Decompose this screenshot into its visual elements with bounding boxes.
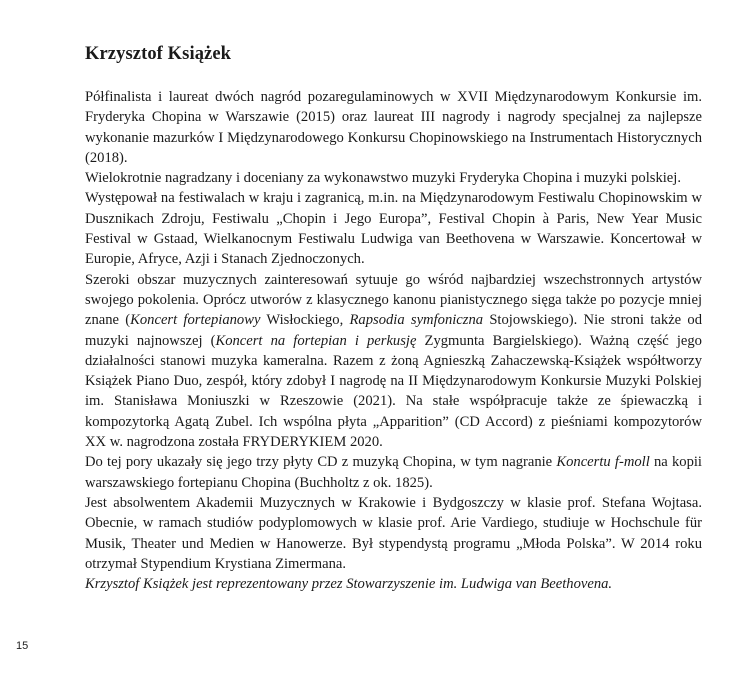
bio-paragraph: Występował na festiwalach w kraju i zagranicą, m.in. na Międzynarodowym Festiwalu Chopinowskim w Dusznikach Zdroju, Festiwalu „Chopin i Jego Europa”, Festival Chopin à Paris, New Year Music Festival w Gstaad, Wielkanocnym Festiwalu Ludwiga van Beethovena w Warszawie. Koncertował w Europie, Afryce, Azji i Stanach Zjednoczonych. bbox=[85, 190, 702, 268]
bio-paragraph: Do tej pory ukazały się jego trzy płyty CD z muzyką Chopina, w tym nagranie Koncertu f-moll na kopii warszawskiego fortepianu Chopina (Buchholtz z ok. 1825). bbox=[85, 454, 702, 491]
italic-title: Koncert fortepianowy bbox=[130, 312, 261, 329]
page-number: 15 bbox=[16, 640, 29, 652]
representation-note: Krzysztof Książek jest reprezentowany przez Stowarzyszenie im. Ludwiga van Beethovena. bbox=[85, 576, 613, 593]
italic-title: Koncertu f-moll bbox=[556, 454, 650, 471]
bio-paragraph: Szeroki obszar muzycznych zainteresowań sytuuje go wśród najbardziej wszechstronnych artystów swojego pokolenia. Oprócz utworów z klasycznego kanonu pianistycznego sięga także po pozycje mniej znane (Koncert fortepianowy Wisłockiego, Rapsodia symfoniczna Stojowskiego). Nie stroni także od muzyki najnowszej (Koncert na fortepian i perkusję Zygmunta Bargielskiego). Ważną część jego działalności stanowi muzyka kameralna. Razem z żoną Agnieszką Zahaczewską-Książek współtworzy Książek Piano Duo, zespół, który zdobył I nagrodę na II Międzynarodowym Konkursie Muzyki Polskiej im. Stanisława Moniuszki w Rzeszowie (2021). Na stałe współpracuje także ze śpiewaczką i kompozytorką Agatą Zubel. Ich wspólna płyta „Apparition” (CD Accord) z pieśniami kompozytorów XX w. nagrodzona została FRYDERYKIEM 2020. bbox=[85, 271, 702, 451]
bio-paragraph: Wielokrotnie nagradzany i doceniany za wykonawstwo muzyki Fryderyka Chopina i muzyki polskiej. bbox=[85, 170, 681, 187]
biography-text bbox=[85, 87, 702, 594]
bio-paragraph: Jest absolwentem Akademii Muzycznych w Krakowie i Bydgoszczy w klasie prof. Stefana Wojtasa. Obecnie, w ramach studiów podyplomowych w klasie prof. Arie Vardiego, studiuje w Hochschule für Musik, Theater und Medien w Hanowerze. Był stypendystą programu „Młoda Polska”. W 2014 roku otrzymał Stypendium Krystiana Zimermana. bbox=[85, 494, 702, 572]
italic-title: Rapsodia symfoniczna bbox=[349, 312, 484, 329]
bio-paragraph: Półfinalista i laureat dwóch nagród pozaregulaminowych w XVII Międzynarodowym Konkursie im. Fryderyka Chopina w Warszawie (2015) oraz laureat III nagrody i nagrody specjalnej za najlepsze wykonanie mazurków I Międzynarodowego Konkursu Chopinowskiego na Instrumentach Historycznych (2018). bbox=[85, 89, 702, 166]
page-title: Krzysztof Książek bbox=[85, 44, 232, 64]
italic-title: Koncert na fortepian i perkusję bbox=[215, 332, 417, 349]
